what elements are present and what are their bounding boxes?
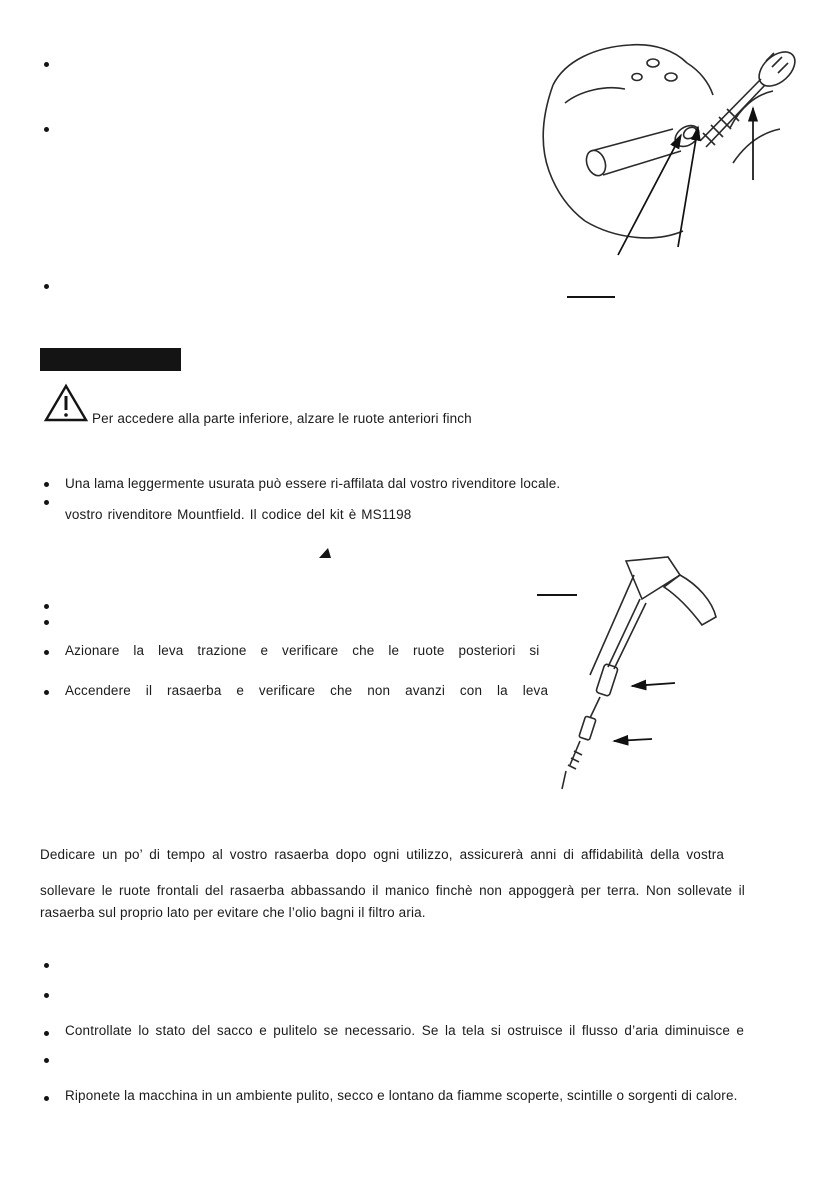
bullet-icon (44, 993, 49, 998)
triangle-icon (318, 547, 332, 559)
bullet-icon (44, 500, 49, 505)
care-intro-text: Dedicare un po’ di tempo al vostro rasaerba dopo ogni utilizzo, assicurerà anni di affidabilità della vostra (40, 847, 725, 862)
blade-sharpen-text: Una lama leggermente usurata può essere ri-affilata dal vostro rivenditore locale. (65, 476, 561, 491)
drive-lever-text: Azionare la leva trazione e verificare che le ruote posteriori si (65, 643, 540, 658)
arrow-icon (614, 683, 675, 741)
care-tilt-text-line2: rasaerba sul proprio lato per evitare che l’olio bagni il filtro aria. (40, 905, 426, 920)
care-store-text: Riponete la macchina in un ambiente pulito, secco e lontano da fiamme scoperte, scintille o sorgenti di calore. (65, 1088, 738, 1103)
bullet-icon (44, 620, 49, 625)
drive-engine-text: Accendere il rasaerba e verificare che non avanzi con la leva (65, 683, 549, 698)
bullet-icon (44, 1096, 49, 1101)
bullet-icon (44, 284, 49, 289)
bullet-icon (44, 1031, 49, 1036)
bullet-icon (44, 1058, 49, 1063)
bullet-icon (44, 963, 49, 968)
bullet-icon (44, 62, 49, 67)
warning-text: Per accedere alla parte inferiore, alzare le ruote anteriori finch (92, 411, 472, 426)
care-bag-text: Controllate lo stato del sacco e pulitelo se necessario. Se la tela si ostruisce il flusso d’aria diminuisce e (65, 1023, 745, 1038)
care-tilt-text-line1: sollevare le ruote frontali del rasaerba abbassando il manico finchè non appoggerà per terra. Non sollevate il (40, 883, 745, 898)
section-heading-block (40, 348, 181, 371)
cable-adjuster-illustration (530, 555, 730, 800)
bullet-icon (44, 650, 49, 655)
bullet-icon (44, 127, 49, 132)
bullet-icon (44, 482, 49, 487)
engine-dipstick-illustration (525, 33, 825, 268)
blade-kit-text: vostro rivenditore Mountfield. Il codice del kit è MS1198 (65, 507, 412, 522)
warning-triangle-icon (44, 383, 88, 423)
bullet-icon (44, 690, 49, 695)
underlined-blank (567, 282, 615, 298)
bullet-icon (44, 604, 49, 609)
